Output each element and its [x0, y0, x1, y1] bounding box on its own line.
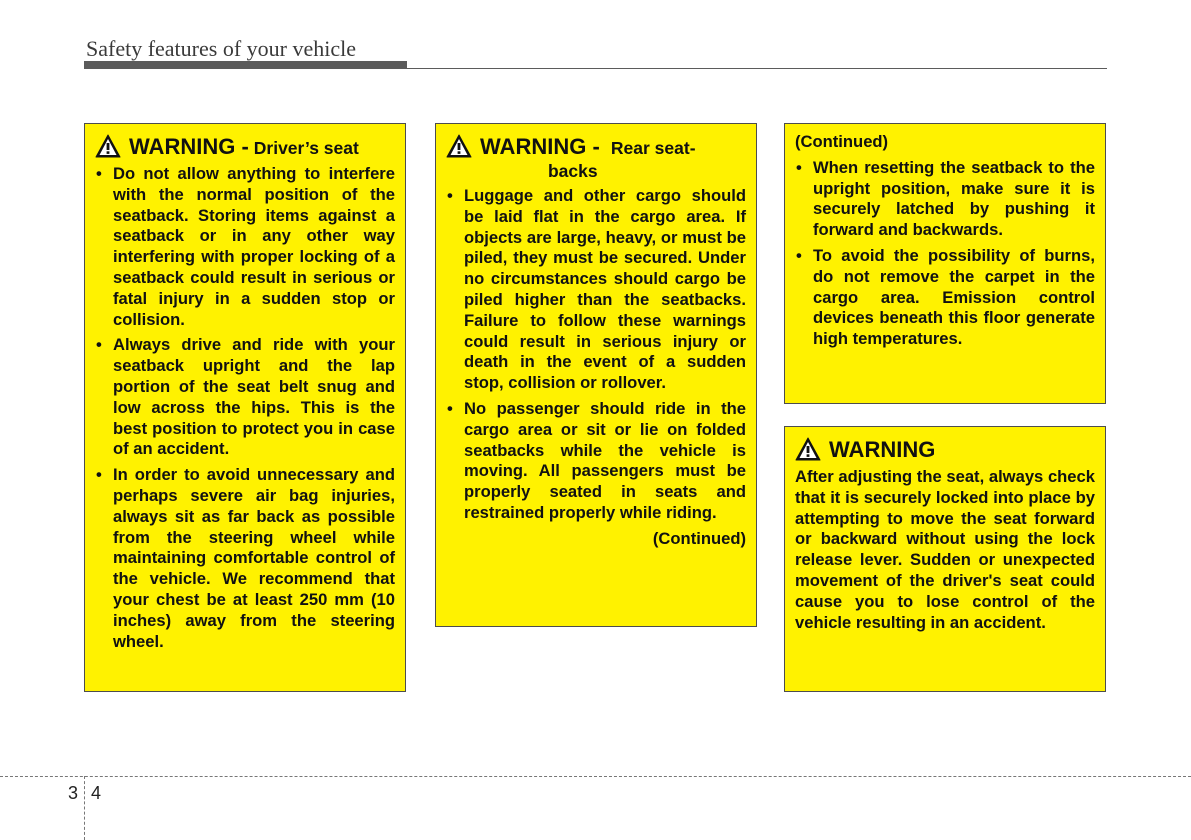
page-number: 4 — [91, 783, 102, 803]
warning-list — [446, 186, 746, 524]
warning-list — [795, 158, 1095, 350]
chapter-number: 3 — [68, 783, 79, 803]
footer-dashed-rule — [0, 776, 1191, 777]
warning-text: After adjusting the seat, always check that it is securely locked into place by attempting to move the seat forward or backward without using the lock release lever. Sudden or unexpected movement of the driver's seat could cause you to lose control of the vehicle resulting in an accident. — [795, 467, 1095, 632]
warning-subtitle: Rear seat- — [610, 138, 696, 158]
footer-dashed-divider — [84, 776, 85, 840]
header-rule — [407, 68, 1107, 69]
warning-box-header — [446, 134, 746, 182]
continued-label: (Continued) — [652, 528, 746, 548]
warning-triangle-icon — [446, 134, 472, 158]
warning-box-header — [95, 134, 395, 160]
list-item: • No passenger should ride in the cargo area or sit or lie on folded seatbacks while the vehicle is moving. All passengers must be properly seated in seats and restrained properly while riding. — [446, 399, 746, 524]
warning-subtitle: Driver’s seat — [253, 138, 359, 158]
continued-label: (Continued) — [795, 132, 889, 151]
warning-box-seat-adjustment — [784, 426, 1106, 692]
warning-heading: WARNING - — [129, 134, 249, 159]
list-item: • When resetting the seatback to the upright position, make sure it is securely latched by pushing it forward and backwards. — [795, 158, 1095, 241]
warning-box-rear-seatbacks — [435, 123, 757, 627]
warning-heading: WARNING - — [480, 134, 606, 159]
list-item: • Luggage and other cargo should be laid flat in the cargo area. If objects are large, heavy, or must be piled, they must be secured. Under no circumstances should cargo be piled higher than the seatbacks. Failure to follow these warnings could result in serious injury or death in the event of a sudden stop, collision or rollover. — [446, 186, 746, 394]
header-bar — [84, 61, 407, 69]
warning-subtitle-continuation: backs — [547, 161, 598, 181]
warning-triangle-icon — [95, 134, 121, 158]
warning-list — [95, 164, 395, 652]
page-header-title: Safety features of your vehicle — [86, 36, 356, 61]
list-item: • Do not allow anything to interfere with the normal position of the seatback. Storing items against a seatback or in any other way interfering with proper locking of a seatback could result in serious or fatal injury in a sudden stop or collision. — [95, 164, 395, 330]
warning-box-continued — [784, 123, 1106, 404]
list-item: • In order to avoid unnecessary and perhaps severe air bag injuries, always sit as far back as possible from the steering wheel while maintaining comfortable control of the vehicle. We recommend that your chest be at least 250 mm (10 inches) away from the steering wheel. — [95, 465, 395, 652]
warning-triangle-icon — [795, 437, 821, 461]
list-item: • To avoid the possibility of burns, do not remove the carpet in the cargo area. Emission control devices beneath this floor generate high temperatures. — [795, 246, 1095, 350]
list-item: • Always drive and ride with your seatback upright and the lap portion of the seat belt snug and low across the hips. This is the best position to protect you in case of an accident. — [95, 335, 395, 460]
warning-heading: WARNING — [829, 437, 936, 462]
warning-box-drivers-seat — [84, 123, 406, 692]
warning-box-header — [795, 437, 1095, 463]
